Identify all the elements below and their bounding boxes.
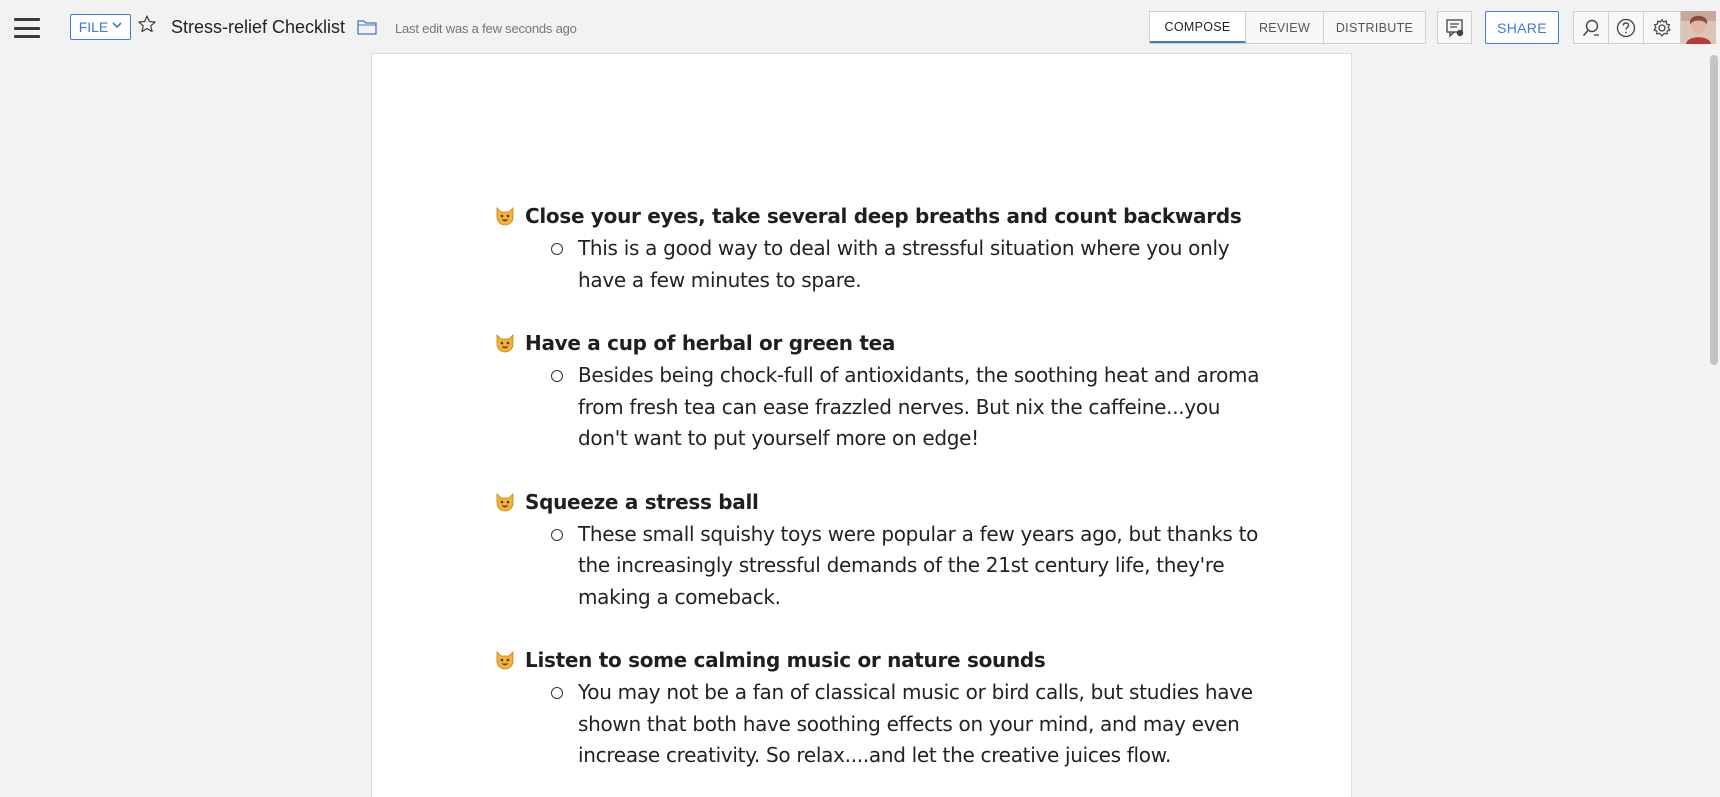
- list-item: [494, 328, 1274, 455]
- cat-emoji-icon: [494, 491, 516, 513]
- bullet-icon: [551, 370, 563, 382]
- avatar[interactable]: [1681, 11, 1716, 44]
- tab-review[interactable]: REVIEW: [1246, 12, 1324, 43]
- item-heading: Squeeze a stress ball: [525, 489, 759, 514]
- file-menu-button[interactable]: [70, 14, 131, 40]
- file-menu-label: FILE: [78, 19, 109, 35]
- document-title[interactable]: Stress-relief Checklist: [171, 17, 346, 37]
- search-user-icon[interactable]: [1574, 12, 1609, 43]
- item-heading: Listen to some calming music or nature sounds: [525, 648, 1046, 672]
- help-icon[interactable]: [1609, 12, 1644, 43]
- tab-compose[interactable]: COMPOSE: [1150, 12, 1246, 43]
- top-toolbar: [0, 0, 1720, 53]
- hamburger-menu-icon[interactable]: [14, 18, 40, 38]
- gear-icon[interactable]: [1644, 12, 1679, 43]
- bullet-icon: [551, 243, 563, 255]
- last-edit-status: Last edit was a few seconds ago: [395, 21, 577, 36]
- share-button[interactable]: SHARE: [1485, 11, 1559, 44]
- folder-icon[interactable]: [357, 19, 377, 35]
- cat-emoji-icon: [494, 205, 516, 227]
- item-heading: Have a cup of herbal or green tea: [525, 331, 896, 355]
- star-icon[interactable]: [137, 14, 157, 40]
- item-detail: You may not be a fan of classical music or bird calls, but studies have shown that both have soothing effects on your mind, and may even increase creativity. So relax....and let the creative juices flow.: [578, 680, 1253, 767]
- document-page[interactable]: [371, 53, 1352, 797]
- item-detail: This is a good way to deal with a stressful situation where you only have a few minutes to spare.: [578, 236, 1230, 292]
- list-item: [494, 487, 1274, 614]
- chevron-down-icon: [112, 20, 122, 32]
- tab-distribute[interactable]: DISTRIBUTE: [1335, 20, 1414, 35]
- bullet-icon: [551, 529, 563, 541]
- vertical-scrollbar[interactable]: [1708, 53, 1720, 797]
- cat-emoji-icon: [494, 332, 516, 354]
- item-detail: Besides being chock-full of antioxidants, the soothing heat and aroma from fresh tea can ease frazzled nerves. But nix the caffeine...you don't want to put yourself more on edge!: [578, 363, 1260, 450]
- cat-emoji-icon: [494, 649, 516, 671]
- item-heading: Close your eyes, take several deep breaths and count backwards: [525, 204, 1242, 228]
- mode-tabs: [1149, 11, 1426, 44]
- scrollbar-thumb[interactable]: [1710, 55, 1718, 365]
- bullet-icon: [551, 687, 563, 699]
- list-item: [494, 645, 1274, 772]
- comment-icon[interactable]: [1437, 11, 1472, 44]
- item-detail: These small squishy toys were popular a few years ago, but thanks to the increasingly stressful demands of the 21st century life, they're making a comeback.: [578, 521, 1259, 609]
- list-item: [494, 201, 1274, 296]
- utility-icons: [1573, 11, 1681, 44]
- document-content[interactable]: [494, 201, 1274, 797]
